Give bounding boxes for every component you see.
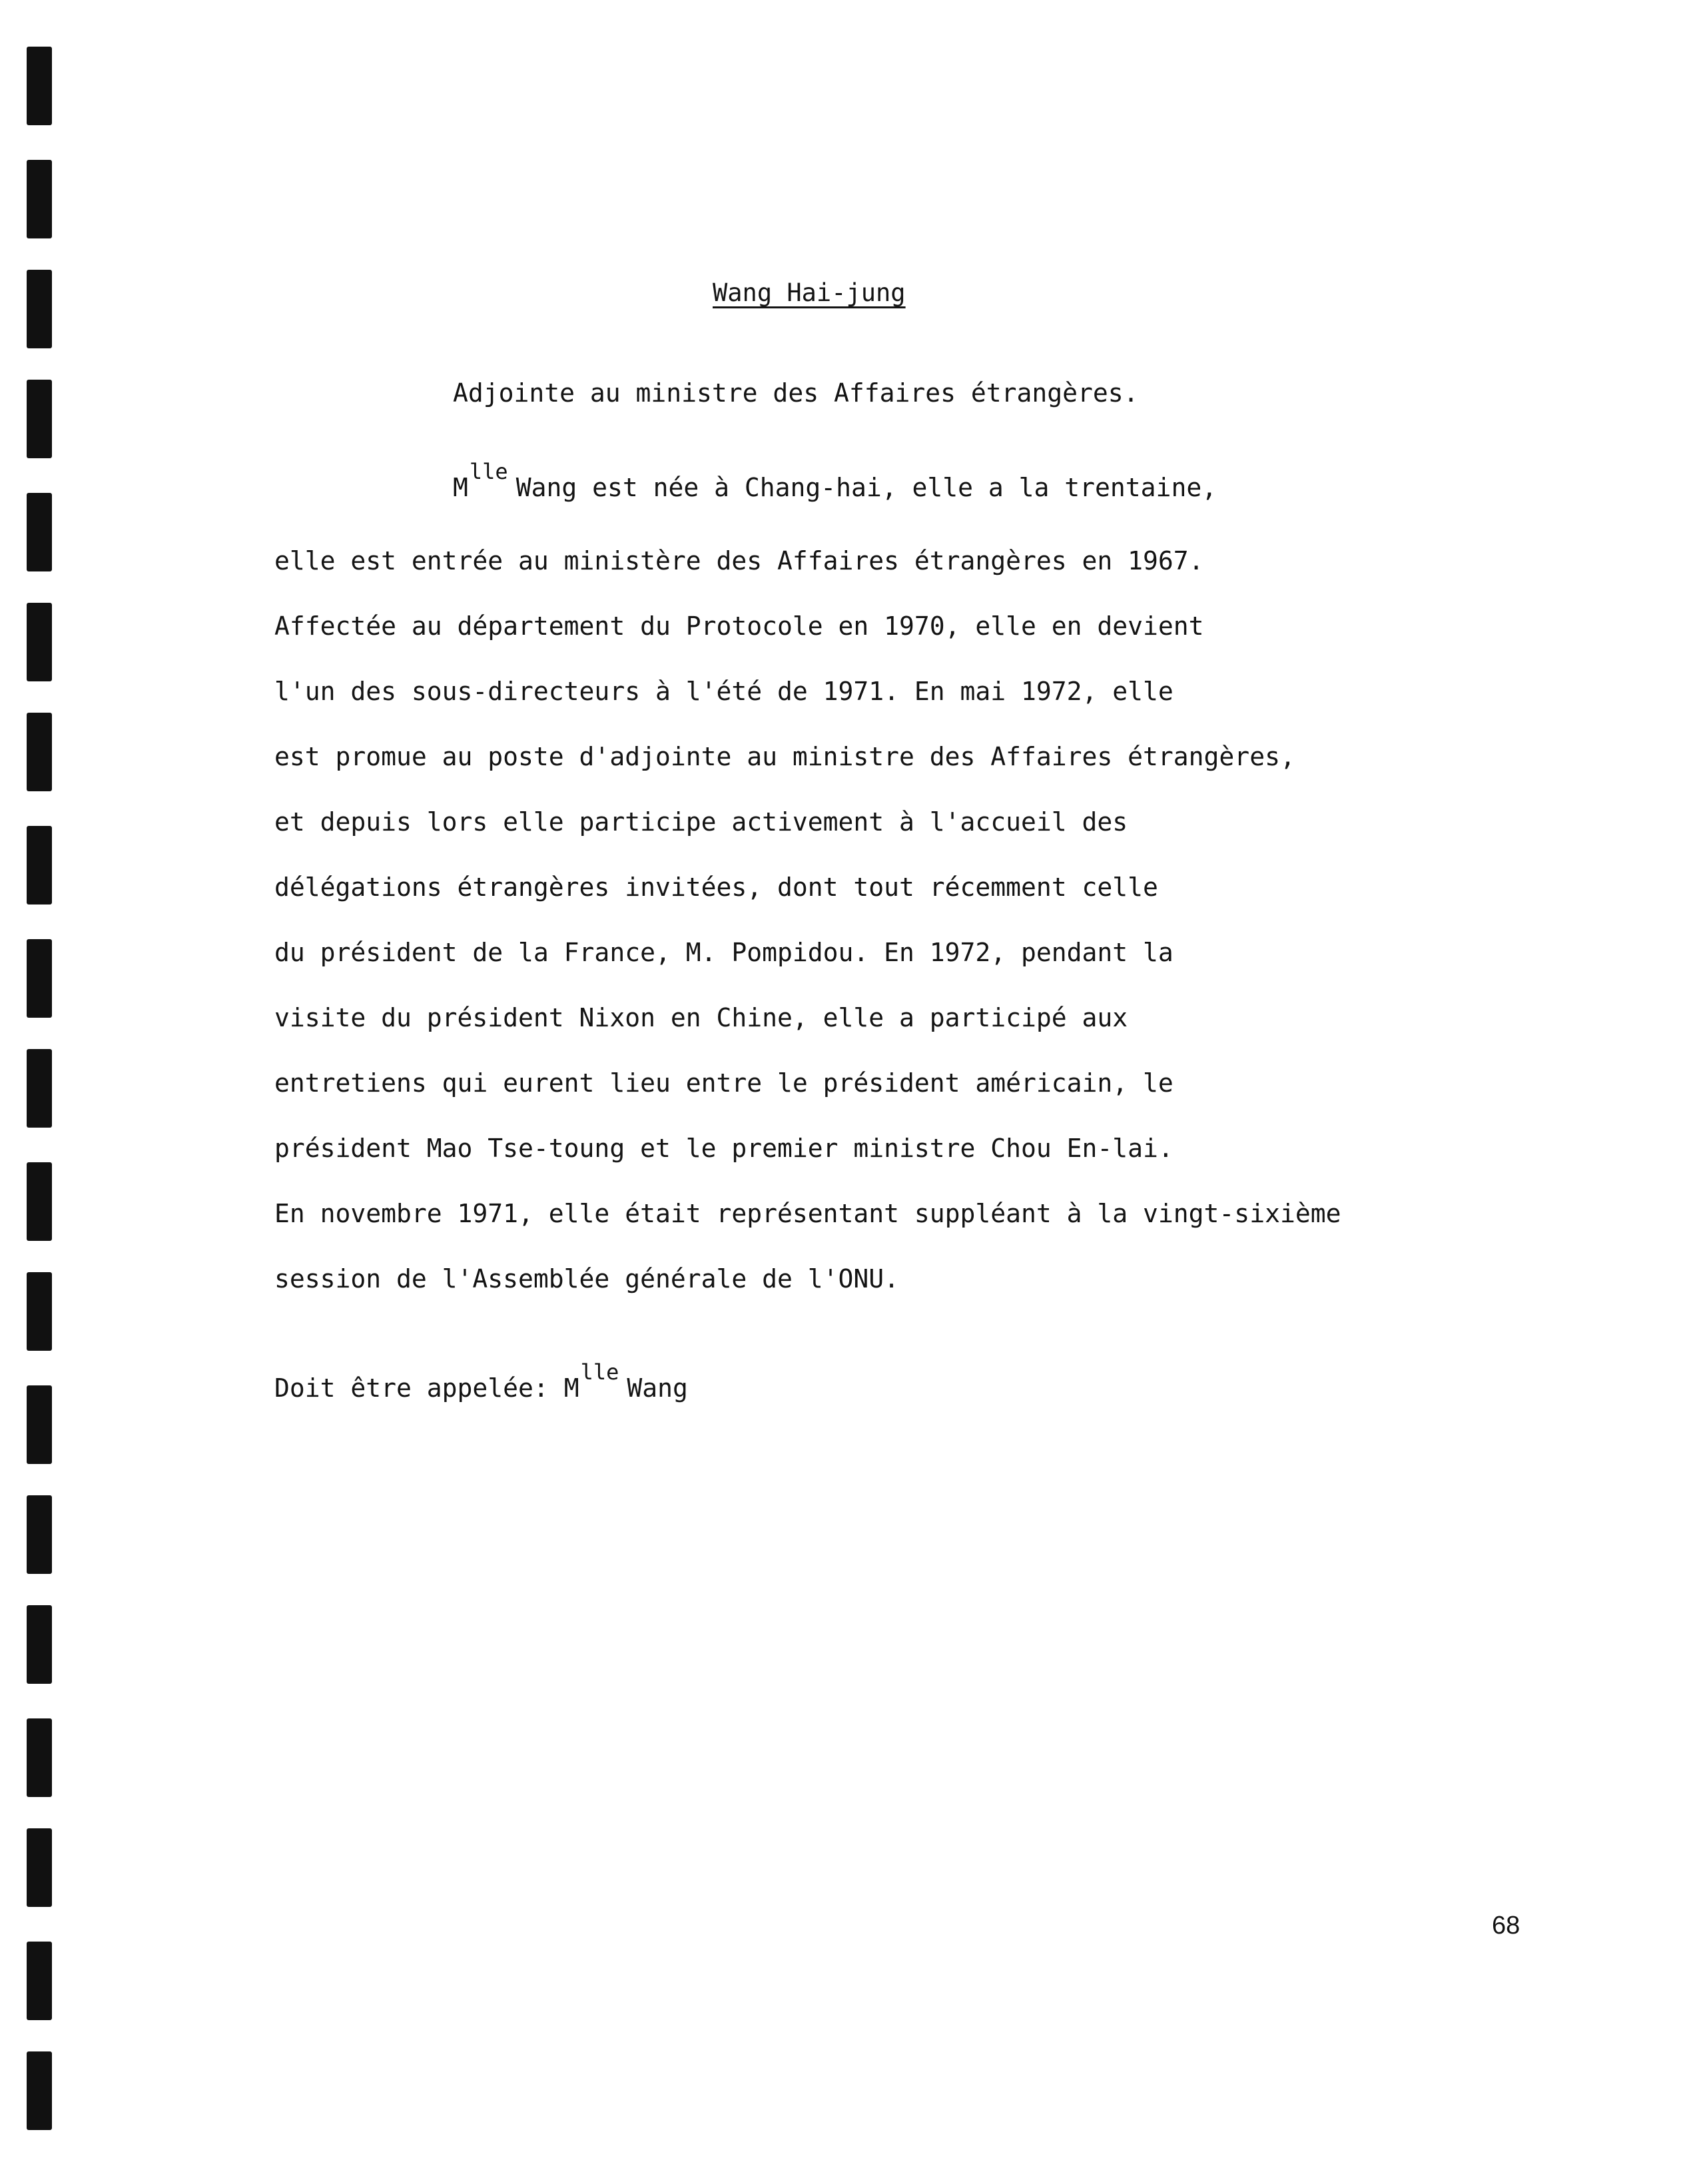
opening-line (453, 459, 1217, 502)
opening-text: Wang est née à Chang-hai, elle a la trentaine, (515, 473, 1217, 502)
punch-hole (27, 160, 52, 238)
punch-hole (27, 826, 52, 905)
punch-hole (27, 380, 52, 458)
punch-hole (27, 1385, 52, 1464)
punch-hole (27, 603, 52, 681)
document-subtitle: Adjointe au ministre des Affaires étrangères. (453, 378, 1139, 408)
address-prefix: M (563, 1373, 579, 1403)
body-line: président Mao Tse-toung et le premier ministre Chou En-lai. (274, 1134, 1174, 1163)
address-superscript: lle (580, 1359, 619, 1385)
body-line: Affectée au département du Protocole en 1970, elle en devient (274, 611, 1204, 641)
punch-hole (27, 493, 52, 571)
honorific-prefix: M (453, 473, 468, 502)
punch-hole (27, 2051, 52, 2130)
punch-hole (27, 1942, 52, 2020)
address-name: Wang (627, 1373, 688, 1403)
punch-hole (27, 1272, 52, 1351)
body-line: visite du président Nixon en Chine, elle a participé aux (274, 1003, 1128, 1032)
punch-hole (27, 270, 52, 348)
punch-hole (27, 1718, 52, 1797)
punch-hole (27, 1162, 52, 1241)
punch-hole (27, 939, 52, 1018)
body-line: entretiens qui eurent lieu entre le président américain, le (274, 1068, 1174, 1098)
body-line: et depuis lors elle participe activement à l'accueil des (274, 807, 1128, 837)
punch-hole (27, 1605, 52, 1684)
body-line: délégations étrangères invitées, dont tout récemment celle (274, 873, 1158, 902)
punch-hole (27, 713, 52, 791)
punch-hole (27, 47, 52, 125)
body-line: En novembre 1971, elle était représentant suppléant à la vingt-sixième (274, 1199, 1341, 1228)
punch-hole (27, 1049, 52, 1128)
body-line: session de l'Assemblée générale de l'ONU. (274, 1264, 899, 1293)
address-line (274, 1359, 688, 1403)
document-title: Wang Hai-jung (713, 278, 906, 307)
body-line: du président de la France, M. Pompidou. En 1972, pendant la (274, 938, 1174, 967)
honorific-superscript: lle (469, 459, 508, 484)
punch-hole (27, 1495, 52, 1574)
page-number: 68 (1492, 1912, 1520, 1940)
body-line: elle est entrée au ministère des Affaires étrangères en 1967. (274, 546, 1204, 575)
punch-hole-strip (27, 0, 53, 2184)
address-label: Doit être appelée: (274, 1373, 549, 1403)
punch-hole (27, 1828, 52, 1907)
body-line: est promue au poste d'adjointe au ministre des Affaires étrangères, (274, 742, 1295, 771)
body-line: l'un des sous-directeurs à l'été de 1971. En mai 1972, elle (274, 677, 1174, 706)
